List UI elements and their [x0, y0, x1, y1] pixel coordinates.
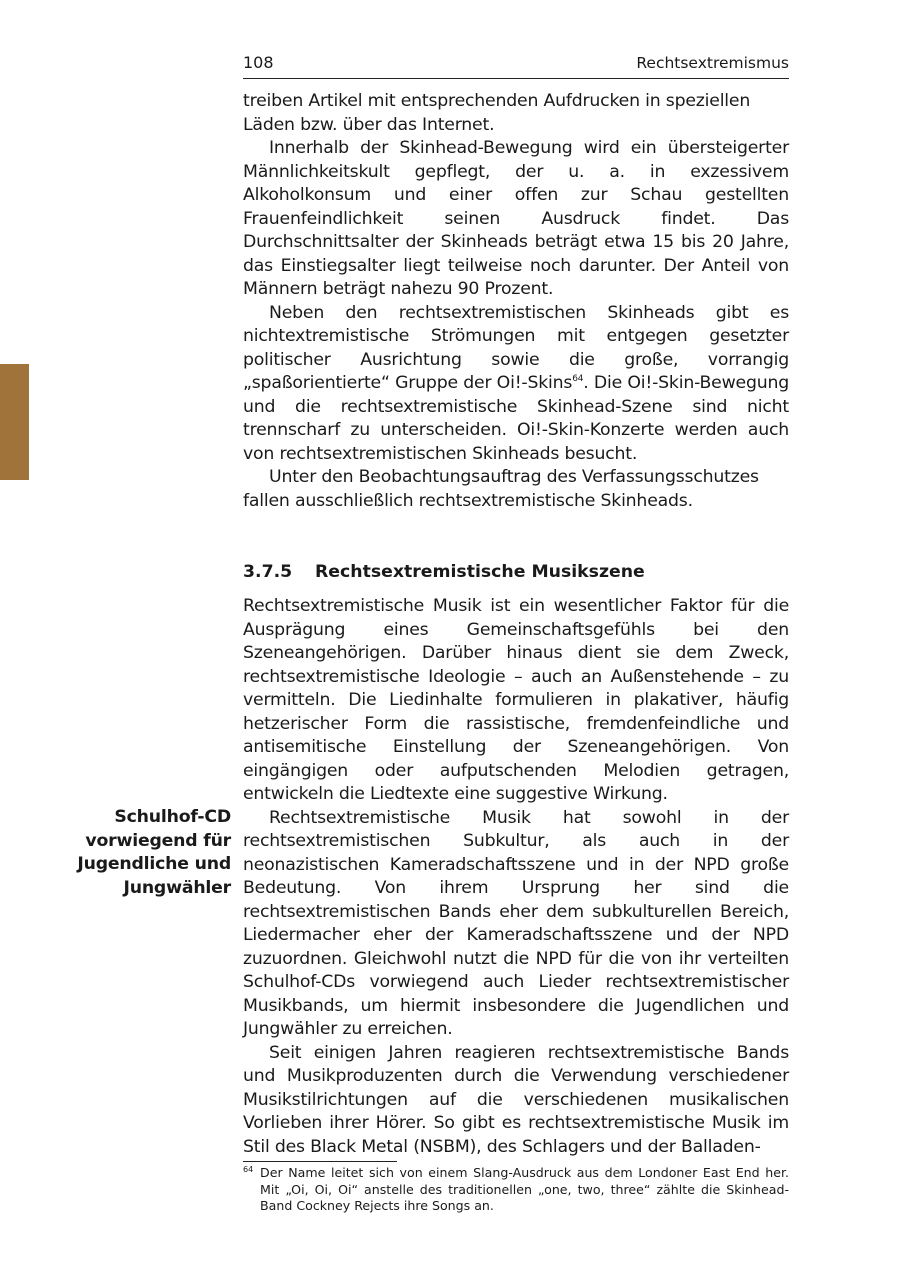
running-title: Rechtsextremismus	[636, 54, 789, 72]
section-number: 3.7.5	[243, 562, 293, 582]
chapter-side-tab	[0, 364, 29, 480]
section-heading	[243, 560, 789, 584]
paragraph-music-styles: Seit einigen Jahren reagieren rechtsextremistische Bands und Musikproduzenten durch die Verwendung verschiedener Musikstilrichtungen auf die verschiedenen musikalischen Vorlieben ihrer Hörer. So gibt es rechtsextremistische Musik im Stil des Black Metal (NSBM), des Schlagers und der Balladen-	[243, 1042, 789, 1157]
footnote-text: Der Name leitet sich von einem Slang-Ausdruck aus dem Londoner East End her. Mit „Oi, Oi, Oi“ anstelle des traditionellen „one, two, three“ zählte die Skinhead-Band Cockney Rejects ihre Songs an.	[260, 1165, 789, 1213]
paragraph-observation-mandate: Unter den Beobachtungsauftrag des Verfassungsschutzes fallen ausschließlich rechtsextremistische Skinheads.	[243, 467, 759, 511]
body-text-section-b	[243, 595, 789, 1159]
paragraph-skinhead-culture: Innerhalb der Skinhead-Bewegung wird ein übersteigerter Männlichkeitskult gepflegt, der u. a. in exzessivem Alkoholkonsum und einer offen zur Schau gestellten Frauenfeindlichkeit seinen Ausdruck findet. Das Durchschnittsalter der Skinheads beträgt etwa 15 bis 20 Jahre, das Einstiegsalter liegt teilweise noch darunter. Der Anteil von Männern beträgt nahezu 90 Prozent.	[243, 138, 789, 299]
paragraph-music-significance: Rechtsextremistische Musik hat sowohl in der rechtsextremistischen Subkultur, als auch in der neonazistischen Kameradschaftsszene und in der NPD große Bedeutung. Von ihrem Ursprung her sind die rechtsextremistischen Bands eher dem subkulturellen Bereich, Liedermacher eher der Kameradschaftsszene und der NPD zuzuordnen. Gleichwohl nutzt die NPD für die von ihr verteilten Schulhof-CDs vorwiegend auch Lieder rechtsextremistischer Musikbands, um hiermit insbesondere die Jugendlichen und Jungwähler zu erreichen.	[243, 807, 789, 1039]
paragraph-continuation: treiben Artikel mit entsprechenden Aufdrucken in speziellen Läden bzw. über das Internet.	[243, 91, 751, 135]
paragraph-music-role: Rechtsextremistische Musik ist ein wesentlicher Faktor für die Ausprägung eines Gemeinschaftsgefühls bei den Szeneangehörigen. Darüber hinaus dient sie dem Zweck, rechtsextremistische Ideologie – auch an Außenstehende – zu vermitteln. Die Liedinhalte formulieren in plakativer, häufig hetzerischer Form die rassistische, fremdenfeindliche und antisemitische Einstellung der Szeneangehörigen. Von eingängigen oder aufputschenden Melodien getragen, entwickeln die Liedtexte eine suggestive Wirkung.	[243, 596, 789, 804]
section-title: Rechtsextremistische Musikszene	[315, 562, 645, 582]
footnote	[243, 1165, 789, 1215]
footnote-divider	[243, 1161, 397, 1162]
paragraph-oi-skins	[243, 302, 789, 467]
body-text-section-a	[243, 90, 789, 513]
footnote-marker: 64	[243, 1165, 254, 1174]
footnote-reference: 64	[572, 374, 584, 385]
page-number: 108	[243, 53, 274, 72]
paragraph-oi-skins-text-1: Neben den rechtsextremistischen Skinheads gibt es nichtextremistische Strömungen mit entgegen gesetzter politischer Ausrichtung sowie die große, vorrangig „spaßorientierte“ Gruppe der Oi!-Skins	[243, 302, 789, 393]
paragraph-oi-skins-text-2: . Die Oi!-Skin-Bewegung und die rechtsextremistische Skinhead-Szene sind nicht trennscharf zu unterscheiden. Oi!-Skin-Konzerte werden auch von rechtsextremistischen Skinheads besucht.	[243, 373, 789, 464]
page-header	[243, 52, 789, 79]
margin-note: Schulhof-CD vorwiegend für Jugendliche und Jungwähler	[77, 807, 231, 898]
